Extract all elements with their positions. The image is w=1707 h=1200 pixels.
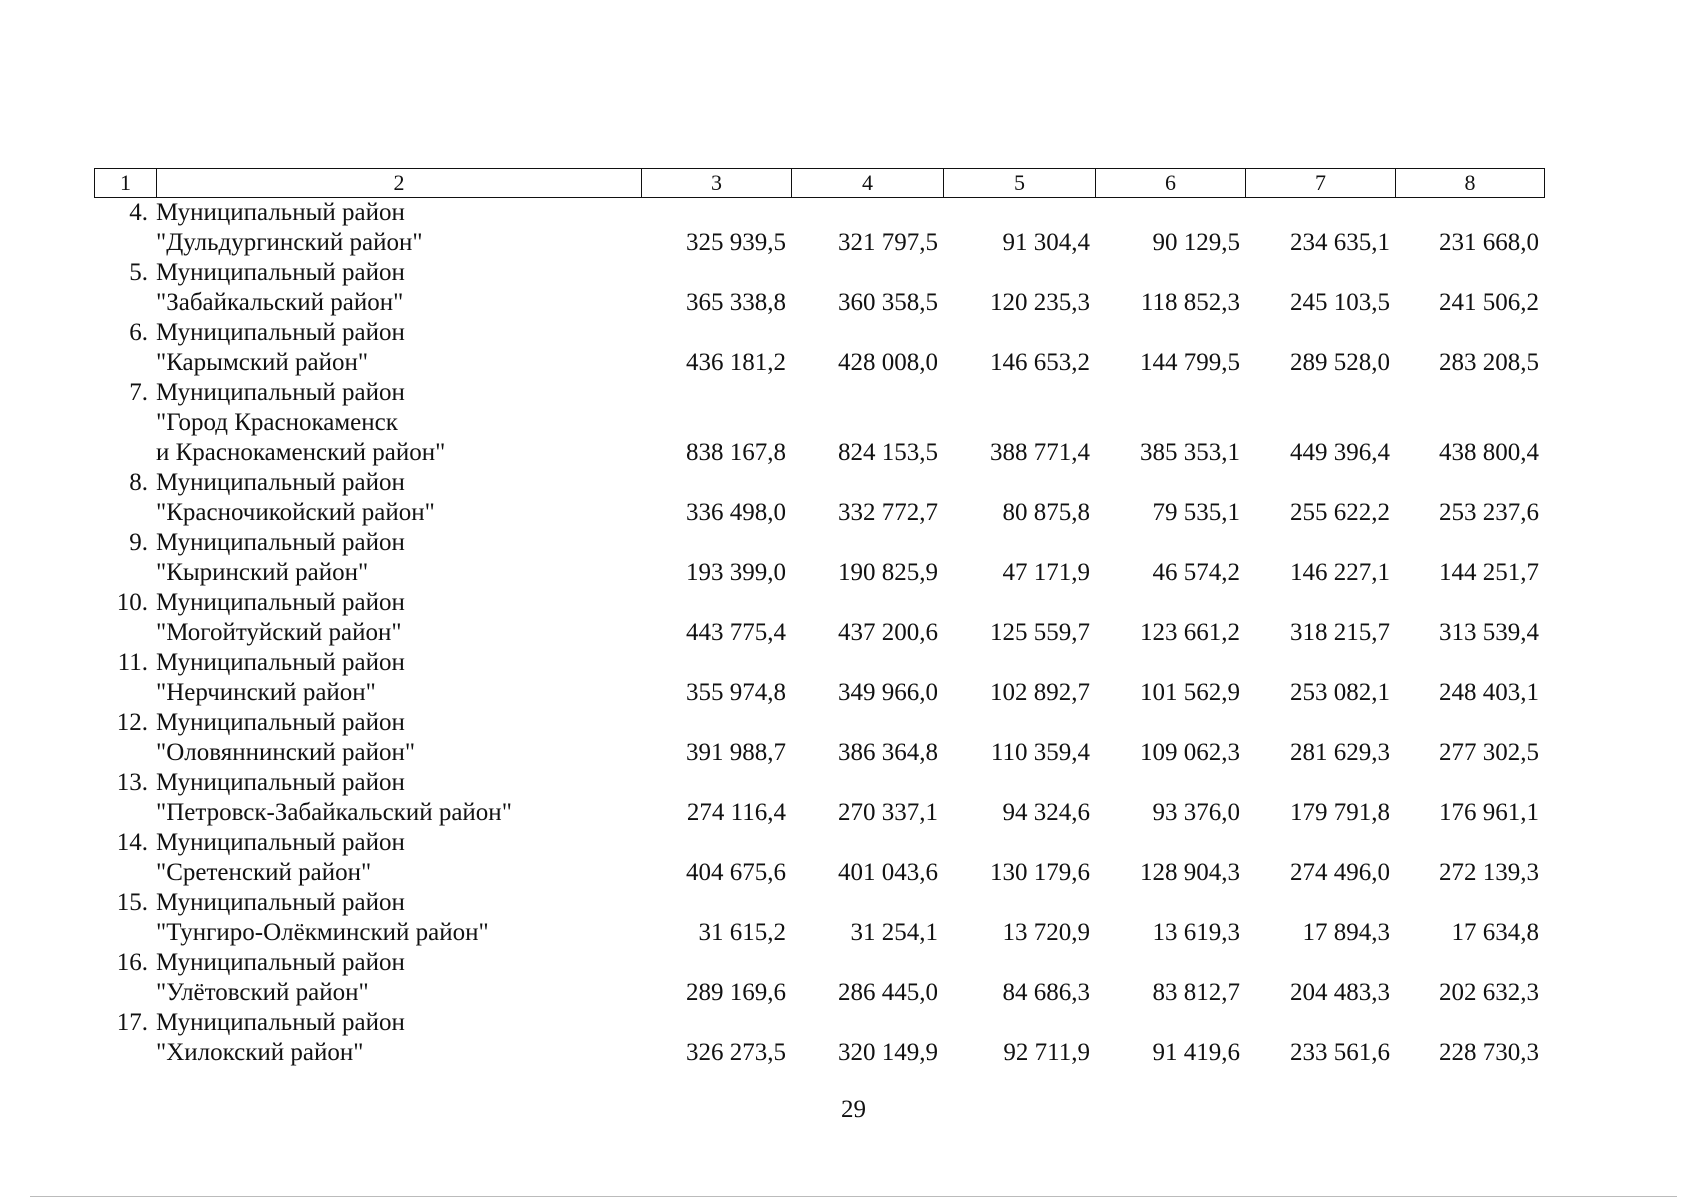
value-cell-col-7: 204 483,3 [1290,979,1390,1006]
row-number: 14. [116,829,148,856]
value-cell-col-3: 365 338,8 [686,289,786,316]
value-cell-col-3: 193 399,0 [686,559,786,586]
value-cell-col-6: 13 619,3 [1152,919,1240,946]
table-row [94,708,1544,768]
value-cell-col-7: 179 791,8 [1290,799,1390,826]
table-row [94,318,1544,378]
district-name-line: Муниципальный район [156,469,405,496]
value-cell-col-8: 228 730,3 [1439,1039,1539,1066]
value-cell-col-8: 283 208,5 [1439,349,1539,376]
district-name-line: Муниципальный район [156,769,405,796]
value-cell-col-5: 84 686,3 [1002,979,1090,1006]
value-cell-col-3: 443 775,4 [686,619,786,646]
district-name-line: Муниципальный район [156,889,405,916]
district-name-line: Муниципальный район [156,1009,405,1036]
value-cell-col-4: 360 358,5 [838,289,938,316]
value-cell-col-4: 428 008,0 [838,349,938,376]
district-name [156,528,641,588]
value-cell-col-5: 110 359,4 [990,739,1090,766]
value-cell-col-6: 118 852,3 [1140,289,1240,316]
value-cell-col-6: 90 129,5 [1152,229,1240,256]
district-name-line: "Дульдургинский район" [156,229,423,256]
district-name [156,1008,641,1068]
value-cell-col-8: 277 302,5 [1439,739,1539,766]
district-name-line: "Сретенский район" [156,859,372,886]
value-cell-col-7: 233 561,6 [1290,1039,1390,1066]
value-cell-col-3: 404 675,6 [686,859,786,886]
table-row [94,828,1544,888]
value-cell-col-7: 318 215,7 [1290,619,1390,646]
value-cell-col-6: 83 812,7 [1152,979,1240,1006]
value-cell-col-7: 146 227,1 [1290,559,1390,586]
value-cell-col-7: 281 629,3 [1290,739,1390,766]
value-cell-col-5: 94 324,6 [1002,799,1090,826]
district-name-line: Муниципальный район [156,829,405,856]
value-cell-col-3: 325 939,5 [686,229,786,256]
value-cell-col-5: 92 711,9 [1003,1039,1090,1066]
district-name-line: "Могойтуйский район" [156,619,402,646]
row-number: 11. [117,649,148,676]
header-cell: 1 [95,169,157,198]
row-number: 7. [129,379,148,406]
district-name-line: "Оловяннинский район" [156,739,416,766]
district-name-line: "Петровск-Забайкальский район" [156,799,512,826]
value-cell-col-7: 289 528,0 [1290,349,1390,376]
page-number: 29 [841,1096,866,1123]
header-cell: 8 [1396,169,1545,198]
value-cell-col-5: 102 892,7 [990,679,1090,706]
value-cell-col-5: 47 171,9 [1002,559,1090,586]
district-name-line: "Улётовский район" [156,979,369,1006]
header-cell: 6 [1096,169,1246,198]
value-cell-col-5: 146 653,2 [990,349,1090,376]
value-cell-col-5: 388 771,4 [990,439,1090,466]
value-cell-col-4: 401 043,6 [838,859,938,886]
value-cell-col-8: 231 668,0 [1439,229,1539,256]
value-cell-col-5: 125 559,7 [990,619,1090,646]
value-cell-col-8: 272 139,3 [1439,859,1539,886]
table-row [94,258,1544,318]
value-cell-col-6: 93 376,0 [1152,799,1240,826]
district-name-line: Муниципальный район [156,199,405,226]
table-row [94,948,1544,1008]
table-row [94,648,1544,708]
district-name [156,708,641,768]
value-cell-col-4: 270 337,1 [838,799,938,826]
value-cell-col-3: 336 498,0 [686,499,786,526]
district-name-line: Муниципальный район [156,259,405,286]
value-cell-col-4: 321 797,5 [838,229,938,256]
value-cell-col-3: 391 988,7 [686,739,786,766]
district-name-line: "Город Краснокаменск [156,409,398,436]
value-cell-col-6: 123 661,2 [1140,619,1240,646]
value-cell-col-4: 286 445,0 [838,979,938,1006]
value-cell-col-4: 190 825,9 [838,559,938,586]
district-name-line: Муниципальный район [156,529,405,556]
district-name-line: "Красночикойский район" [156,499,435,526]
district-name [156,648,641,708]
district-name-line: Муниципальный район [156,649,405,676]
header-cell: 2 [157,169,642,198]
row-number: 16. [116,949,148,976]
table-row [94,1008,1544,1068]
value-cell-col-8: 248 403,1 [1439,679,1539,706]
district-name-line: Муниципальный район [156,949,405,976]
value-cell-col-4: 824 153,5 [838,439,938,466]
value-cell-col-7: 274 496,0 [1290,859,1390,886]
header-cell: 5 [944,169,1096,198]
value-cell-col-7: 17 894,3 [1302,919,1390,946]
district-name-line: Муниципальный район [156,379,405,406]
header-cell: 4 [792,169,944,198]
value-cell-col-5: 80 875,8 [1002,499,1090,526]
table-row [94,378,1544,468]
value-cell-col-4: 349 966,0 [838,679,938,706]
district-name-line: Муниципальный район [156,709,405,736]
table-row [94,468,1544,528]
district-name [156,948,641,1008]
value-cell-col-8: 176 961,1 [1439,799,1539,826]
district-name-line: "Хилокский район" [156,1039,364,1066]
value-cell-col-4: 320 149,9 [838,1039,938,1066]
row-number: 5. [129,259,148,286]
value-cell-col-3: 289 169,6 [686,979,786,1006]
value-cell-col-6: 91 419,6 [1152,1039,1240,1066]
value-cell-col-7: 449 396,4 [1290,439,1390,466]
value-cell-col-5: 13 720,9 [1002,919,1090,946]
value-cell-col-8: 253 237,6 [1439,499,1539,526]
value-cell-col-5: 130 179,6 [990,859,1090,886]
district-name-line: "Забайкальский район" [156,289,404,316]
row-number: 10. [116,589,148,616]
value-cell-col-4: 437 200,6 [838,619,938,646]
table-row [94,528,1544,588]
row-number: 4. [129,199,148,226]
value-cell-col-3: 838 167,8 [686,439,786,466]
value-cell-col-7: 245 103,5 [1290,289,1390,316]
value-cell-col-3: 326 273,5 [686,1039,786,1066]
value-cell-col-5: 120 235,3 [990,289,1090,316]
row-number: 15. [116,889,148,916]
value-cell-col-8: 17 634,8 [1451,919,1539,946]
district-name-line: "Карымский район" [156,349,369,376]
value-cell-col-3: 31 615,2 [698,919,786,946]
value-cell-col-3: 436 181,2 [686,349,786,376]
value-cell-col-7: 255 622,2 [1290,499,1390,526]
value-cell-col-7: 253 082,1 [1290,679,1390,706]
row-number: 8. [129,469,148,496]
table-row [94,588,1544,648]
district-name [156,258,641,318]
district-name-line: "Нерчинский район" [156,679,376,706]
district-name-line: Муниципальный район [156,589,405,616]
row-number: 13. [116,769,148,796]
value-cell-col-5: 91 304,4 [1002,229,1090,256]
value-cell-col-8: 438 800,4 [1439,439,1539,466]
value-cell-col-8: 241 506,2 [1439,289,1539,316]
table-body [94,198,1544,1068]
district-name [156,888,641,948]
district-name [156,588,641,648]
budget-table [94,168,1544,1068]
value-cell-col-6: 79 535,1 [1152,499,1240,526]
value-cell-col-3: 355 974,8 [686,679,786,706]
bottom-rule [30,1196,1677,1197]
district-name-line: Муниципальный район [156,319,405,346]
header-cell: 7 [1246,169,1396,198]
value-cell-col-8: 313 539,4 [1439,619,1539,646]
row-number: 6. [129,319,148,346]
value-cell-col-7: 234 635,1 [1290,229,1390,256]
district-name [156,828,641,888]
row-number: 9. [129,529,148,556]
district-name [156,768,641,828]
value-cell-col-6: 128 904,3 [1140,859,1240,886]
district-name-line: "Кыринский район" [156,559,369,586]
table-row [94,768,1544,828]
district-name [156,198,641,258]
row-number: 17. [116,1009,148,1036]
column-number-header [94,168,1545,198]
district-name-line: "Тунгиро-Олёкминский район" [156,919,489,946]
district-name [156,318,641,378]
value-cell-col-8: 144 251,7 [1439,559,1539,586]
district-name-line: и Краснокаменский район" [156,439,446,466]
value-cell-col-6: 144 799,5 [1140,349,1240,376]
value-cell-col-6: 385 353,1 [1140,439,1240,466]
row-number: 12. [116,709,148,736]
value-cell-col-4: 31 254,1 [850,919,938,946]
value-cell-col-4: 386 364,8 [838,739,938,766]
header-cell: 3 [642,169,792,198]
value-cell-col-6: 101 562,9 [1140,679,1240,706]
value-cell-col-3: 274 116,4 [686,799,786,826]
table-row [94,888,1544,948]
value-cell-col-6: 46 574,2 [1152,559,1240,586]
value-cell-col-4: 332 772,7 [838,499,938,526]
value-cell-col-8: 202 632,3 [1439,979,1539,1006]
district-name [156,378,641,468]
value-cell-col-6: 109 062,3 [1140,739,1240,766]
district-name [156,468,641,528]
table-row [94,198,1544,258]
